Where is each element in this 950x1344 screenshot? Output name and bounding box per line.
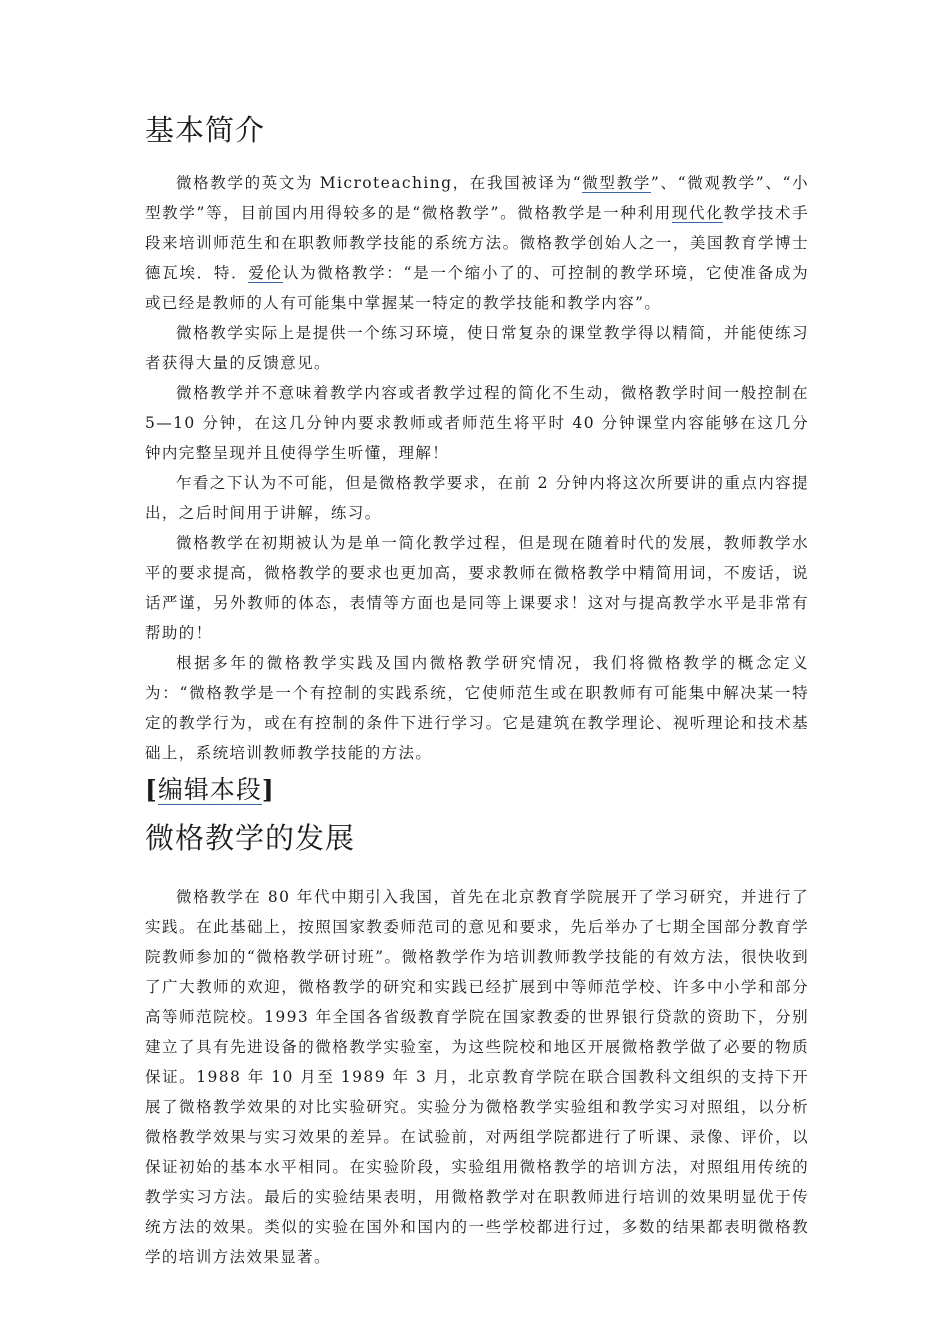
- edit-section-link[interactable]: [145, 770, 275, 810]
- paragraph-intro-definition: [145, 168, 809, 318]
- bracket-close: ]: [261, 775, 275, 804]
- text-fragment: 教学技术手段来培训师范生和在职教师教学技能的系统方法。微格教学创始人之一，美国教育学博士德瓦埃．特．: [145, 204, 809, 282]
- paragraph-practice-environment: 微格教学实际上是提供一个练习环境，使日常复杂的课堂教学得以精简，并能使练习者获得大量的反馈意见。: [145, 324, 809, 372]
- paragraph-concept-definition: 根据多年的微格教学实践及国内微格教学研究情况，我们将微格教学的概念定义为：“微格教学是一个有控制的实践系统，它使师范生或在职教师有可能集中解决某一特定的教学行为，或在有控制的条件下进行学习。它是建筑在教学理论、视听理论和技术基础上，系统培训教师教学技能的方法。: [145, 654, 809, 762]
- text-fragment: ”、“微观教学”、“小型教学”等，目前国内用得较多的是“微格教学”。微格教学是一种利用: [145, 174, 809, 222]
- text-fragment: 微格教学的英文为 Microteaching，在我国被译为“: [176, 174, 583, 192]
- paragraph-development-history: 微格教学在 80 年代中期引入我国，首先在北京教育学院展开了学习研究，并进行了实践。在此基础上，按照国家教委师范司的意见和要求，先后举办了七期全国部分教育学院教师参加的“微格教学研讨班”。微格教学作为培训教师教学技能的有效方法，很快收到了广大教师的欢迎，微格教学的研究和实践已经扩展到中等师范学校、许多中小学和部分高等师范院校。1993 年全国各省级教育学院在国家教委的世界银行贷款的资助下，分别建立了具有先进设备的微格教学实验室，为这些院校和地区开展微格教学做了必要的物质保证。1988 年 10 月至 1989 年 3 月，北京教育学院在联合国教科文组织的支持下开展了微格教学效果的对比实验研究。实验分为微格教学实验组和教学实习对照组，以分析微格教学效果与实习效果的差异。在试验前，对两组学院都进行了听课、录像、评价，以保证初始的基本水平相同。在实验阶段，实验组用微格教学的培训方法，对照组用传统的教学实习方法。最后的实验结果表明，用微格教学对在职教师进行培训的效果明显优于传统方法的效果。类似的实验在国外和国内的一些学校都进行过，多数的结果都表明微格教学的培训方法效果显著。: [145, 888, 809, 1266]
- link-allen[interactable]: 爱伦: [248, 264, 283, 282]
- section-title-development: 微格教学的发展: [145, 821, 356, 855]
- bracket-open: [: [145, 775, 158, 804]
- link-micro-teaching[interactable]: 微型教学: [582, 174, 651, 192]
- paragraph-time-limit: 微格教学并不意味着教学内容或者教学过程的简化不生动，微格教学时间一般控制在 5—10 分钟，在这几分钟内要求教师或者师范生将平时 40 分钟课堂内容能够在这几分钟内完整呈现并且使得学生听懂，理解！: [145, 384, 809, 462]
- document-page: [145, 110, 809, 1272]
- link-modernization[interactable]: 现代化: [671, 204, 724, 222]
- text-fragment: 认为微格教学：“是一个缩小了的、可控制的教学环境，它使准备成为或已经是教师的人有可能集中掌握某一特定的教学技能和教学内容”。: [145, 264, 810, 312]
- paragraph-requirements: 微格教学在初期被认为是单一简化教学过程，但是现在随着时代的发展，教师教学水平的要求提高，微格教学的要求也更加高，要求教师在微格教学中精简用词，不废话，说话严谨，另外教师的体态，表情等方面也是同等上课要求！这对与提高教学水平是非常有帮助的！: [145, 534, 809, 642]
- section-title-intro: 基本简介: [145, 113, 266, 147]
- edit-section-label[interactable]: 编辑本段: [157, 775, 262, 804]
- paragraph-key-points: 乍看之下认为不可能，但是微格教学要求，在前 2 分钟内将这次所要讲的重点内容提出，之后时间用于讲解，练习。: [145, 474, 809, 522]
